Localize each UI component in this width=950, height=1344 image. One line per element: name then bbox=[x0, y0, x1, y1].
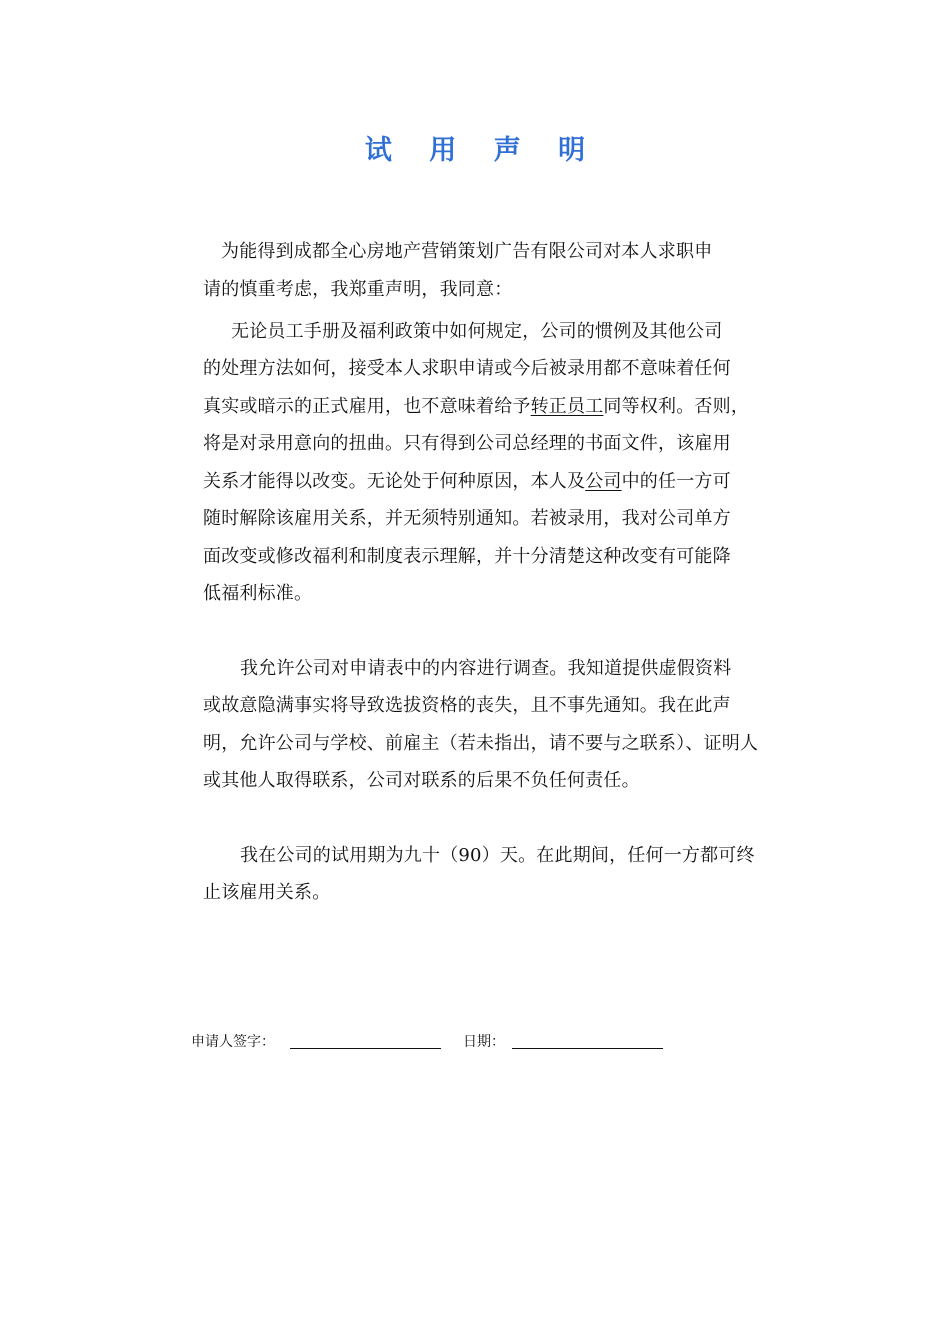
paragraph-line: 我允许公司对申请表中的内容进行调查。我知道提供虚假资料 bbox=[240, 658, 732, 679]
company-link[interactable]: 公司 bbox=[585, 471, 622, 492]
paragraph-line: 无论员工手册及福利政策中如何规定，公司的惯例及其他公司 bbox=[231, 321, 723, 342]
date-field[interactable] bbox=[512, 1048, 663, 1049]
date-row bbox=[463, 1033, 505, 1051]
paragraph-line: 随时解除该雇用关系，并无须特别通知。若被录用，我对公司单方 bbox=[203, 508, 731, 529]
paragraph-line bbox=[203, 471, 731, 493]
paragraph-line: 止该雇用关系。 bbox=[203, 882, 331, 903]
applicant-signature-field[interactable] bbox=[290, 1048, 441, 1049]
intro-line: 为能得到成都全心房地产营销策划广告有限公司对本人求职申 bbox=[221, 241, 713, 262]
paragraph-line bbox=[203, 396, 749, 418]
paragraph-line: 面改变或修改福利和制度表示理解，并十分清楚这种改变有可能降 bbox=[203, 546, 731, 567]
intro-line: 请的慎重考虑，我郑重声明，我同意： bbox=[203, 279, 513, 300]
paragraph-line: 将是对录用意向的扭曲。只有得到公司总经理的书面文件，该雇用 bbox=[203, 433, 731, 454]
paragraph-text: 中的任一方可 bbox=[621, 471, 731, 492]
signature-row bbox=[191, 1033, 275, 1051]
paragraph-line: 我在公司的试用期为九十（90）天。在此期间，任何一方都可终 bbox=[240, 845, 755, 866]
paragraph-line: 或故意隐满事实将导致选拔资格的丧失，且不事先通知。我在此声 bbox=[203, 695, 731, 716]
paragraph-line: 或其他人取得联系，公司对联系的后果不负任何责任。 bbox=[203, 770, 640, 791]
paragraph-line: 明，允许公司与学校、前雇主（若未指出，请不要与之联系）、证明人 bbox=[203, 733, 759, 754]
paragraph-text: 真实或暗示的正式雇用，也不意味着给予 bbox=[203, 396, 531, 417]
regular-employee-link[interactable]: 转正员工 bbox=[530, 396, 604, 417]
paragraph-text: 关系才能得以改变。无论处于何种原因，本人及 bbox=[203, 471, 586, 492]
paragraph-line: 的处理方法如何，接受本人求职申请或今后被录用都不意味着任何 bbox=[203, 358, 731, 379]
date-label: 日期： bbox=[463, 1034, 505, 1050]
applicant-signature-label: 申请人签字： bbox=[191, 1034, 275, 1050]
page-title: 试 用 声 明 bbox=[364, 135, 600, 166]
paragraph-text: 同等权利。否则， bbox=[603, 396, 750, 417]
paragraph-line: 低福利标准。 bbox=[203, 583, 313, 604]
